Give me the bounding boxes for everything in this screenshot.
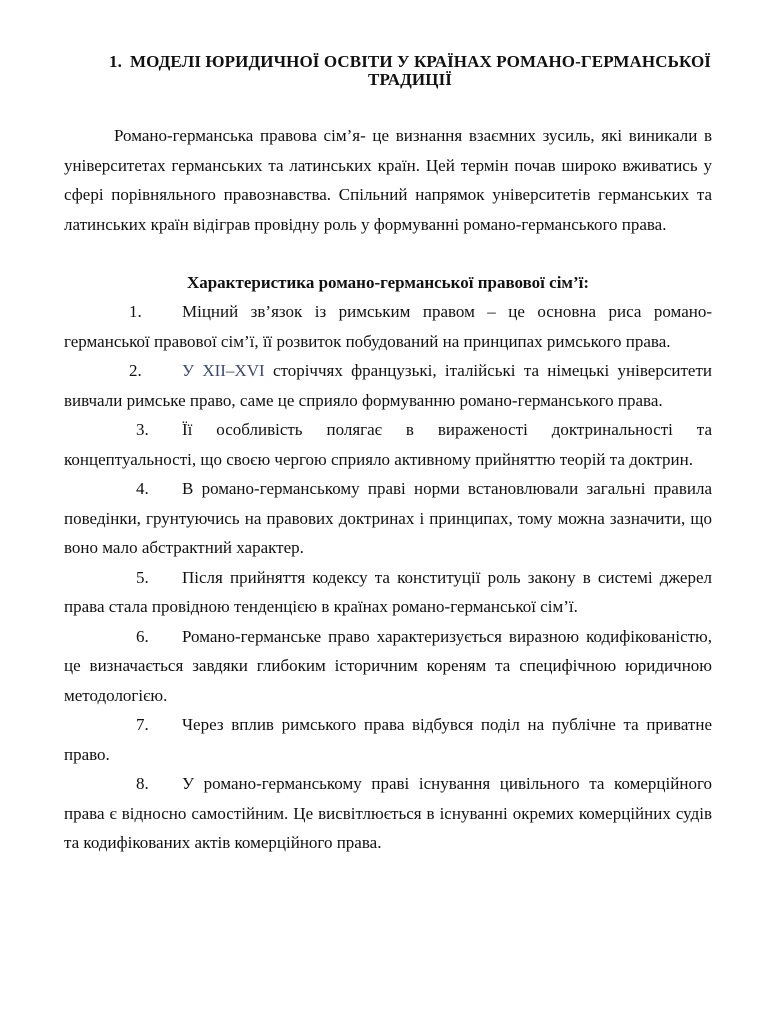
- list-item-number: 2.: [129, 361, 142, 380]
- intro-paragraph: Романо-германська правова сім’я- це визнання взаємних зусиль, які виникали в університетах германських та латинських країн. Цей термін почав широко вживатись у сфері порівняльного правознавства. Спільний напрямок університетів германських та латинських країн відіграв провідну роль у формуванні романо-германського права.: [64, 126, 712, 234]
- list-item: [64, 474, 712, 563]
- list-item: [64, 356, 712, 415]
- list-item-number: 1.: [129, 302, 142, 321]
- list-item: [64, 710, 712, 769]
- list-item-text: Романо-германське право характеризується виразною кодифікованістю, це визначається завдяки глибоким історичним кореням та специфічною юридичною методологією.: [64, 626, 712, 705]
- list-item-number: 5.: [136, 567, 149, 587]
- list-item-text: Через вплив римського права відбувся поділ на публічне та приватне право.: [64, 715, 712, 764]
- characteristics-list: [64, 297, 712, 858]
- list-item-text: Міцний зв’язок із римським правом – це основна риса романо-германської правової сім’ї, її розвиток побудований на принципах римського права.: [64, 302, 712, 351]
- list-item-number: 6.: [136, 626, 149, 646]
- page-title: [100, 53, 720, 89]
- list-item-number: 3.: [136, 420, 149, 439]
- list-item-number: 7.: [136, 715, 149, 734]
- list-item-text: сторіччях французькі, італійські та німецькі університети вивчали римське право, саме це сприяло формуванню романо-германського права.: [64, 361, 712, 410]
- title-text: МОДЕЛІ ЮРИДИЧНОЇ ОСВІТИ У КРАЇНАХ РОМАНО-ГЕРМАНСЬКОЇ ТРАДИЦІЇ: [129, 52, 711, 89]
- list-item: [64, 563, 712, 622]
- list-item: [64, 769, 712, 858]
- section-heading: Характеристика романо-германської правової сім’ї:: [186, 273, 590, 292]
- list-item-text: В романо-германському праві норми встановлювали загальні правила поведінки, грунтуючись на правових доктринах і принципах, тому можна зазначити, що воно мало абстрактний характер.: [64, 479, 712, 557]
- list-item-number: 4.: [136, 479, 149, 498]
- list-item-number: 8.: [136, 774, 149, 793]
- century-highlight: У XII–XVI: [182, 361, 265, 380]
- list-item: [64, 415, 712, 474]
- title-number: 1.: [109, 52, 122, 71]
- list-item: [64, 622, 712, 711]
- list-item-text: У романо-германському праві існування цивільного та комерційного права є відносно самостійним. Це висвітлюється в існуванні окремих комерційних судів та кодифікованих актів комерційного права.: [64, 774, 712, 852]
- list-item: [64, 297, 712, 356]
- list-item-text: Її особливість полягає в вираженості доктринальності та концептуальності, що своєю чергою сприяло активному прийняттю теорій та доктрин.: [64, 420, 712, 469]
- list-item-text: Після прийняття кодексу та конституції роль закону в системі джерел права стала провідною тенденцією в країнах романо-германської сім’ї.: [64, 567, 712, 616]
